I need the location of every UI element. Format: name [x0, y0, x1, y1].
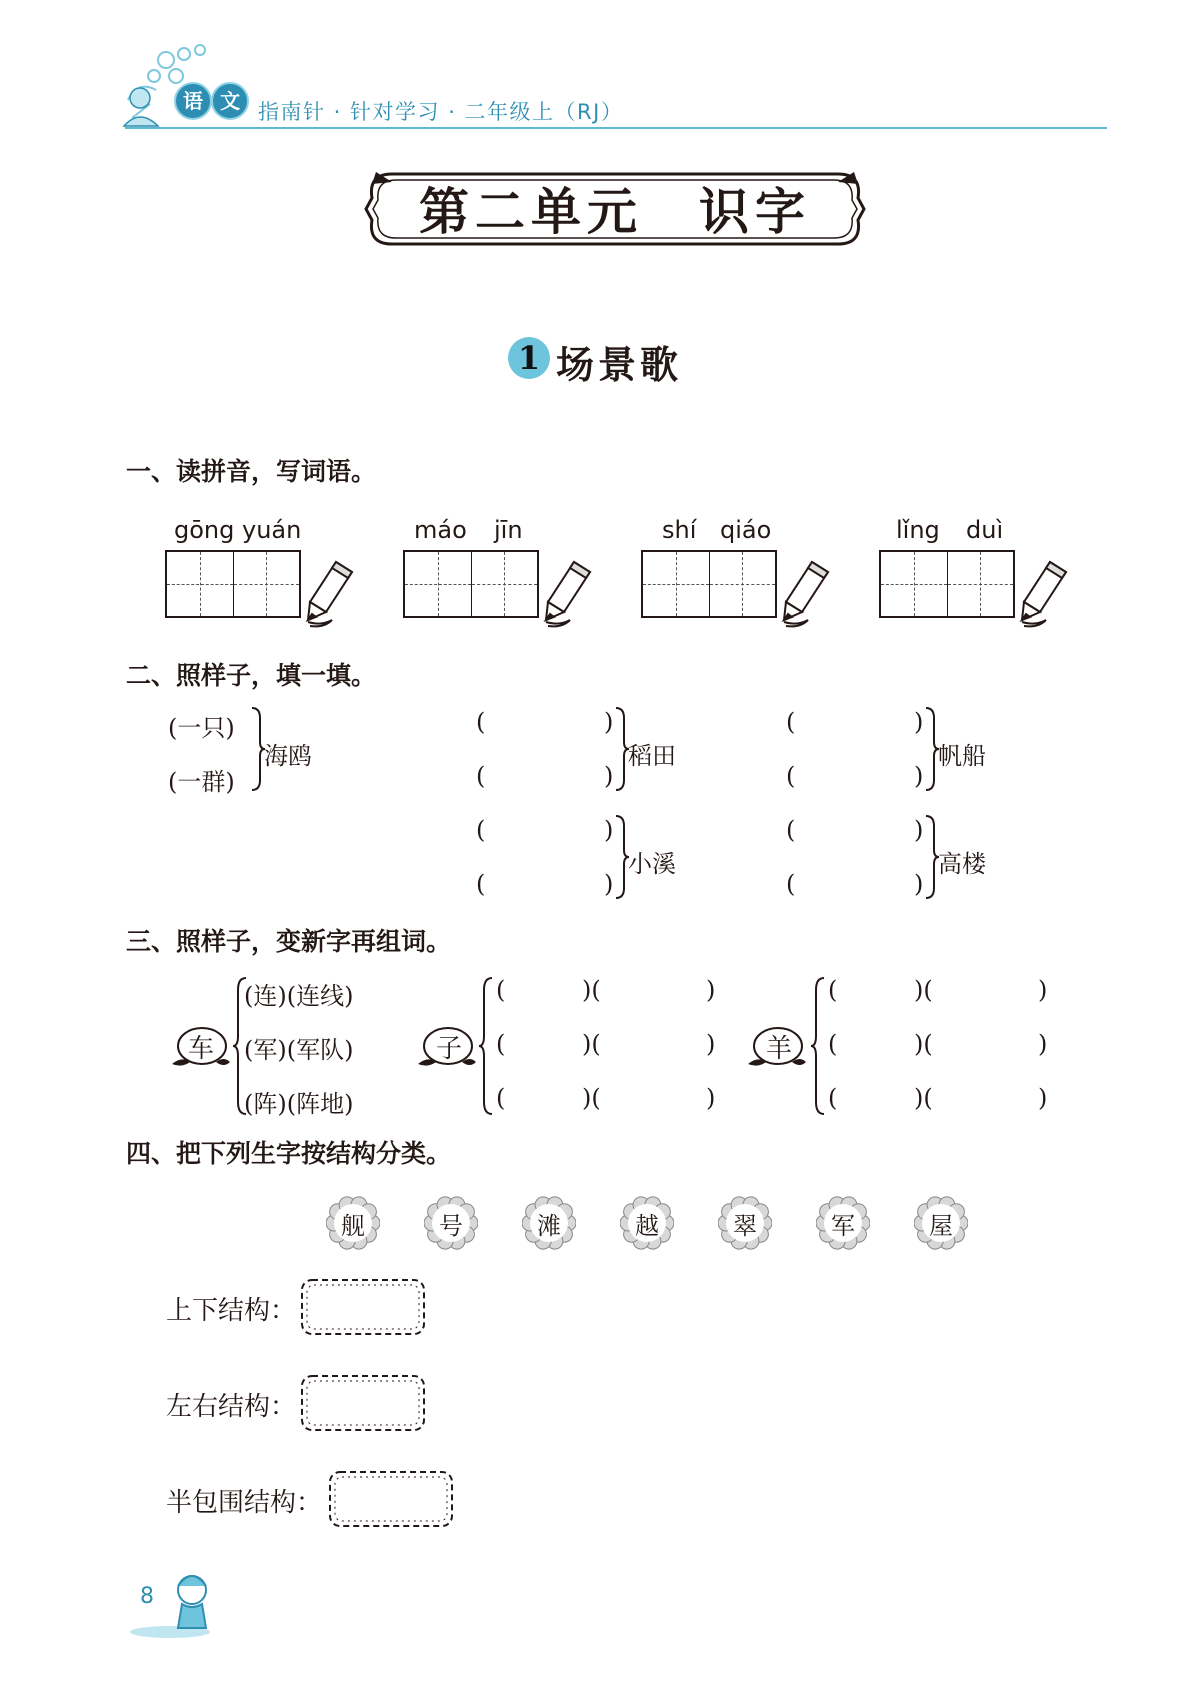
- pinyin-4a: lǐng: [896, 516, 940, 544]
- writing-cell[interactable]: [947, 552, 1014, 616]
- blank-open-paren[interactable]: (: [786, 708, 796, 736]
- section-4-heading: 四、把下列生字按结构分类。: [126, 1139, 452, 1168]
- structure-label-top-bottom: 上下结构：: [166, 1296, 297, 1326]
- section-1-heading: 一、读拼音，写词语。: [126, 457, 377, 486]
- answer-frame-half-enclosed[interactable]: [326, 1468, 456, 1530]
- noun-1: 稻田: [628, 742, 676, 770]
- new-char-blank[interactable]: (: [496, 976, 506, 1004]
- writing-cell[interactable]: [643, 552, 709, 616]
- new-char-blank[interactable]: (: [496, 1084, 506, 1112]
- pinyin-2a: máo: [414, 516, 467, 544]
- section-3-heading: 三、照样子，变新字再组词。: [126, 927, 452, 956]
- pencil-icon: [540, 558, 596, 628]
- pinyin-1b: yuán: [242, 516, 302, 544]
- header-text: 指南针 · 针对学习 · 二年级上（RJ）: [258, 100, 624, 124]
- pinyin-4b: duì: [966, 516, 1004, 544]
- writing-box-3[interactable]: [641, 550, 777, 618]
- blank-open-paren[interactable]: (: [786, 762, 796, 790]
- new-char-blank[interactable]: (: [828, 976, 838, 1004]
- page-number: 8: [140, 1584, 154, 1609]
- structure-label-left-right: 左右结构：: [166, 1392, 297, 1422]
- blank-open-paren[interactable]: (: [476, 870, 486, 898]
- pencil-icon: [778, 558, 834, 628]
- writing-cell[interactable]: [405, 552, 471, 616]
- writing-box-2[interactable]: [403, 550, 539, 618]
- writing-box-4[interactable]: [879, 550, 1015, 618]
- footer-mascot-icon: [126, 1568, 222, 1640]
- subject-badge: [174, 82, 243, 120]
- pinyin-3a: shí: [662, 516, 697, 544]
- blank-close-paren[interactable]: ): [914, 816, 924, 844]
- flower-char: 号: [439, 1212, 463, 1240]
- blank-close-paren: ): [706, 1084, 716, 1112]
- lesson-title: 场景歌: [556, 343, 683, 387]
- blank-close-paren[interactable]: ): [604, 762, 614, 790]
- writing-cell[interactable]: [167, 552, 233, 616]
- new-char-blank[interactable]: (: [828, 1084, 838, 1112]
- new-word-blank[interactable]: )(: [582, 976, 601, 1004]
- new-word-blank[interactable]: )(: [582, 1084, 601, 1112]
- writing-cell[interactable]: [709, 552, 776, 616]
- new-char-blank[interactable]: (: [496, 1030, 506, 1058]
- measure-word-example-top: (一只): [168, 714, 235, 742]
- blank-open-paren[interactable]: (: [476, 708, 486, 736]
- brace-icon: [478, 976, 494, 1116]
- flower-char: 滩: [537, 1212, 561, 1240]
- base-char-example: 车: [188, 1034, 215, 1064]
- noun-example: 海鸥: [264, 742, 312, 770]
- subject-char-2: 文: [211, 82, 249, 120]
- unit-title: 第二单元 识字: [419, 183, 811, 241]
- blank-open-paren[interactable]: (: [476, 816, 486, 844]
- example-row-2: (军)(军队): [244, 1036, 354, 1064]
- writing-cell[interactable]: [881, 552, 947, 616]
- blank-open-paren[interactable]: (: [786, 816, 796, 844]
- blank-close-paren: ): [1038, 1084, 1048, 1112]
- pencil-icon: [302, 558, 358, 628]
- writing-cell[interactable]: [233, 552, 300, 616]
- answer-frame-top-bottom[interactable]: [298, 1276, 428, 1338]
- flower-char: 军: [831, 1212, 855, 1240]
- blank-close-paren[interactable]: ): [604, 816, 614, 844]
- pinyin-3b: qiáo: [720, 516, 772, 544]
- new-char-blank[interactable]: (: [828, 1030, 838, 1058]
- base-char-2: 羊: [766, 1034, 793, 1064]
- blank-close-paren[interactable]: ): [914, 762, 924, 790]
- flower-char: 舰: [341, 1212, 365, 1240]
- blank-close-paren[interactable]: ): [914, 870, 924, 898]
- blank-close-paren: ): [1038, 1030, 1048, 1058]
- measure-word-example-bottom: (一群): [168, 768, 235, 796]
- blank-open-paren[interactable]: (: [476, 762, 486, 790]
- new-word-blank[interactable]: )(: [914, 1084, 933, 1112]
- example-row-1: (连)(连线): [244, 982, 354, 1010]
- subject-char-1: 语: [174, 82, 212, 120]
- answer-frame-left-right[interactable]: [298, 1372, 428, 1434]
- blank-close-paren[interactable]: ): [604, 708, 614, 736]
- noun-3: 小溪: [628, 850, 676, 878]
- base-char-1: 子: [436, 1034, 463, 1064]
- pencil-icon: [1016, 558, 1072, 628]
- pinyin-2b: jīn: [494, 516, 523, 544]
- blank-open-paren[interactable]: (: [786, 870, 796, 898]
- blank-close-paren: ): [706, 976, 716, 1004]
- new-word-blank[interactable]: )(: [582, 1030, 601, 1058]
- blank-close-paren[interactable]: ): [604, 870, 614, 898]
- flower-char: 屋: [929, 1212, 953, 1240]
- blank-close-paren[interactable]: ): [914, 708, 924, 736]
- header-divider: [125, 127, 1107, 129]
- brace-icon: [810, 976, 826, 1116]
- flower-char: 翠: [733, 1212, 757, 1240]
- section-2-heading: 二、照样子，填一填。: [126, 661, 377, 690]
- writing-cell[interactable]: [471, 552, 538, 616]
- noun-4: 高楼: [938, 850, 986, 878]
- flower-char: 越: [635, 1212, 659, 1240]
- blank-close-paren: ): [706, 1030, 716, 1058]
- example-row-3: (阵)(阵地): [244, 1090, 354, 1118]
- lesson-number: 1: [508, 337, 550, 379]
- structure-label-half-enclosed: 半包围结构：: [166, 1488, 323, 1518]
- blank-close-paren: ): [1038, 976, 1048, 1004]
- new-word-blank[interactable]: )(: [914, 976, 933, 1004]
- noun-2: 帆船: [938, 742, 986, 770]
- new-word-blank[interactable]: )(: [914, 1030, 933, 1058]
- pinyin-1a: gōng: [174, 516, 235, 544]
- writing-box-1[interactable]: [165, 550, 301, 618]
